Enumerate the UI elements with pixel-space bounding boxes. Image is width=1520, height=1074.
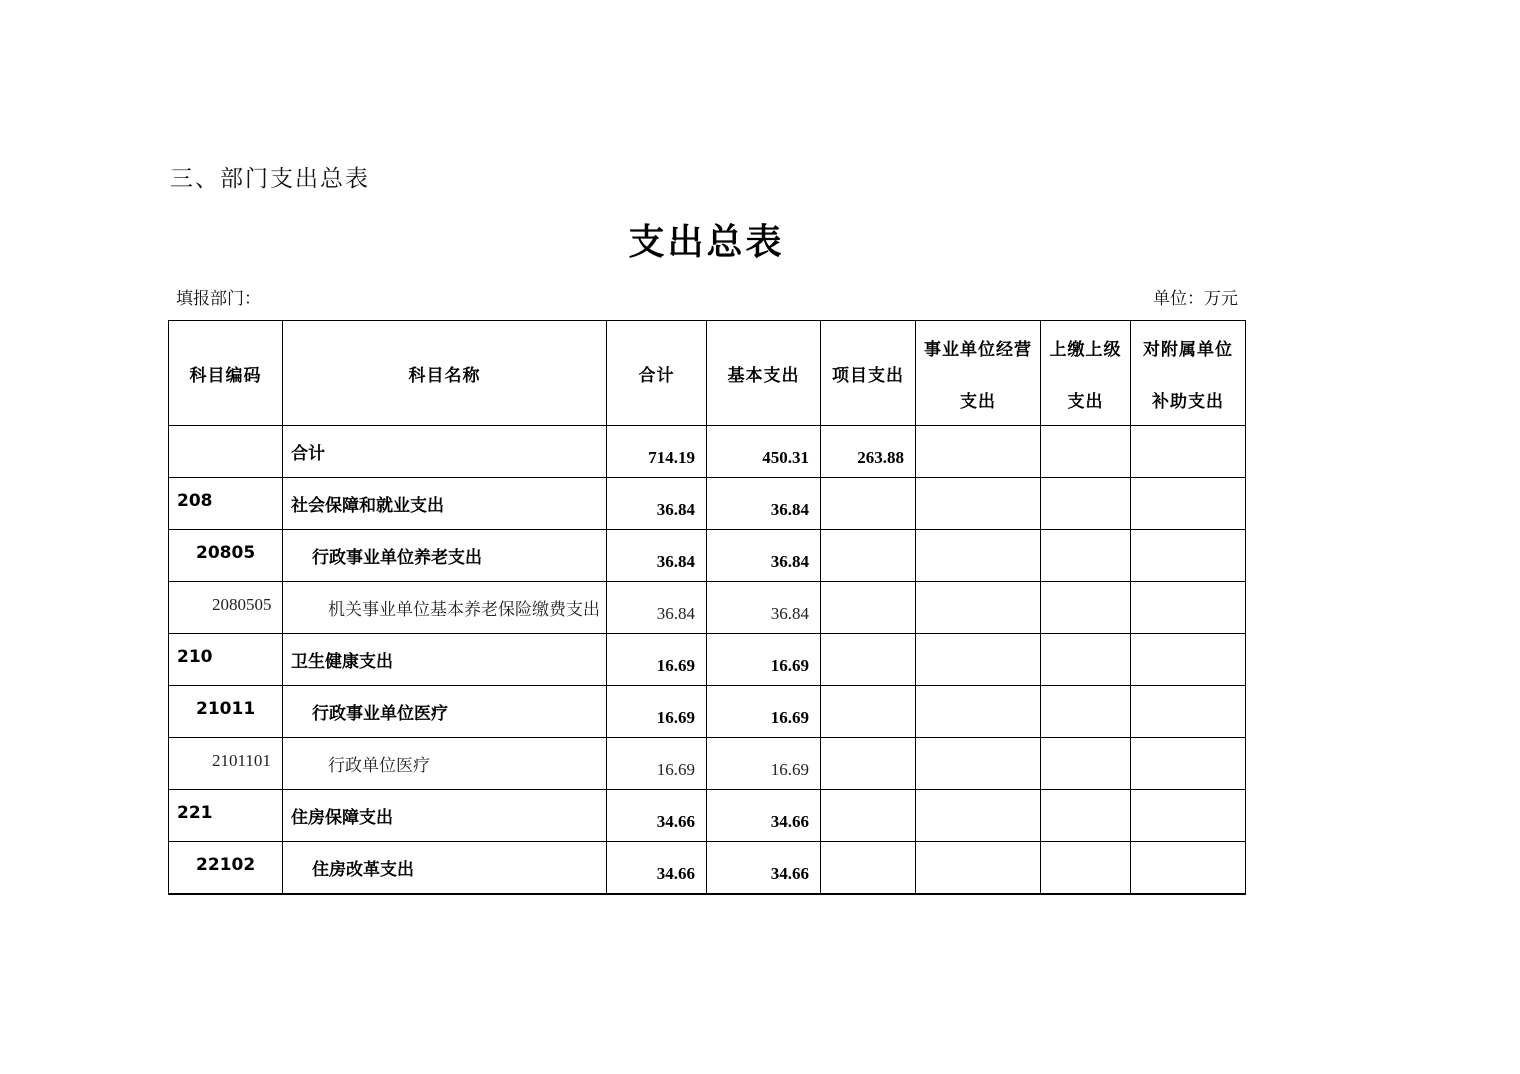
subsidy-cell [1131,842,1246,894]
basic-cell: 16.69 [707,686,821,738]
name-cell: 住房保障支出 [283,790,607,842]
subsidy-cell [1131,686,1246,738]
table-row [169,634,1246,686]
unit-label: 单位：万元 [1153,289,1238,308]
name-cell: 合计 [283,426,607,478]
name-cell: 行政事业单位养老支出 [283,530,607,582]
col-header-basic-expenditure: 基本支出 [707,321,821,426]
basic-cell: 16.69 [707,634,821,686]
code-cell: 22102 [169,842,283,894]
project-cell [821,634,916,686]
code-cell: 21011 [169,686,283,738]
code-cell: 210 [169,634,283,686]
basic-cell: 36.84 [707,478,821,530]
code-cell [169,426,283,478]
table-row [169,582,1246,634]
name-cell: 社会保障和就业支出 [283,478,607,530]
table-meta-row [176,284,1238,309]
upper-cell [1041,634,1131,686]
basic-cell: 34.66 [707,842,821,894]
operating-cell [916,842,1041,894]
col-header-upper-level-expenditure: 上缴上级 支出 [1041,321,1131,426]
code-cell: 208 [169,478,283,530]
report-dept-label: 填报部门： [176,289,261,308]
name-cell: 行政事业单位医疗 [283,686,607,738]
project-cell [821,478,916,530]
subsidy-cell [1131,530,1246,582]
expenditure-table [168,320,1246,895]
project-cell [821,790,916,842]
expenditure-table-wrapper [168,320,1246,895]
table-row [169,842,1246,894]
operating-cell [916,738,1041,790]
code-cell: 221 [169,790,283,842]
upper-cell [1041,582,1131,634]
col-header-subject-code: 科目编码 [169,321,283,426]
subsidy-cell [1131,582,1246,634]
operating-cell [916,582,1041,634]
table-row [169,686,1246,738]
upper-cell [1041,686,1131,738]
name-cell: 卫生健康支出 [283,634,607,686]
upper-cell [1041,738,1131,790]
basic-cell: 34.66 [707,790,821,842]
upper-cell [1041,790,1131,842]
name-cell: 住房改革支出 [283,842,607,894]
section-heading: 三、部门支出总表 [170,166,370,191]
basic-cell: 36.84 [707,582,821,634]
col-header-project-expenditure: 项目支出 [821,321,916,426]
col-header-total: 合计 [607,321,707,426]
code-cell: 2080505 [169,582,283,634]
page-title: 支出总表 [628,222,785,262]
code-cell: 20805 [169,530,283,582]
basic-cell: 36.84 [707,530,821,582]
project-cell [821,738,916,790]
project-cell [821,842,916,894]
basic-cell: 16.69 [707,738,821,790]
table-row [169,530,1246,582]
name-cell: 行政单位医疗 [283,738,607,790]
project-cell [821,582,916,634]
project-cell [821,686,916,738]
subsidy-cell [1131,478,1246,530]
total-cell: 36.84 [607,478,707,530]
operating-cell [916,426,1041,478]
operating-cell [916,478,1041,530]
upper-cell [1041,842,1131,894]
operating-cell [916,790,1041,842]
table-row [169,426,1246,478]
operating-cell [916,686,1041,738]
total-cell: 34.66 [607,842,707,894]
col-header-subsidy-expenditure: 对附属单位 补助支出 [1131,321,1246,426]
total-cell: 34.66 [607,790,707,842]
operating-cell [916,634,1041,686]
subsidy-cell [1131,790,1246,842]
total-cell: 16.69 [607,738,707,790]
subsidy-cell [1131,426,1246,478]
upper-cell [1041,478,1131,530]
subsidy-cell [1131,738,1246,790]
total-cell: 16.69 [607,686,707,738]
upper-cell [1041,530,1131,582]
col-header-operating-expenditure: 事业单位经营 支出 [916,321,1041,426]
operating-cell [916,530,1041,582]
subsidy-cell [1131,634,1246,686]
table-row [169,478,1246,530]
total-cell: 714.19 [607,426,707,478]
basic-cell: 450.31 [707,426,821,478]
total-cell: 16.69 [607,634,707,686]
table-row [169,738,1246,790]
project-cell [821,530,916,582]
total-cell: 36.84 [607,582,707,634]
upper-cell [1041,426,1131,478]
name-cell: 机关事业单位基本养老保险缴费支出 [283,582,607,634]
total-cell: 36.84 [607,530,707,582]
table-row [169,790,1246,842]
col-header-subject-name: 科目名称 [283,321,607,426]
project-cell: 263.88 [821,426,916,478]
table-header-row [169,321,1246,426]
code-cell: 2101101 [169,738,283,790]
